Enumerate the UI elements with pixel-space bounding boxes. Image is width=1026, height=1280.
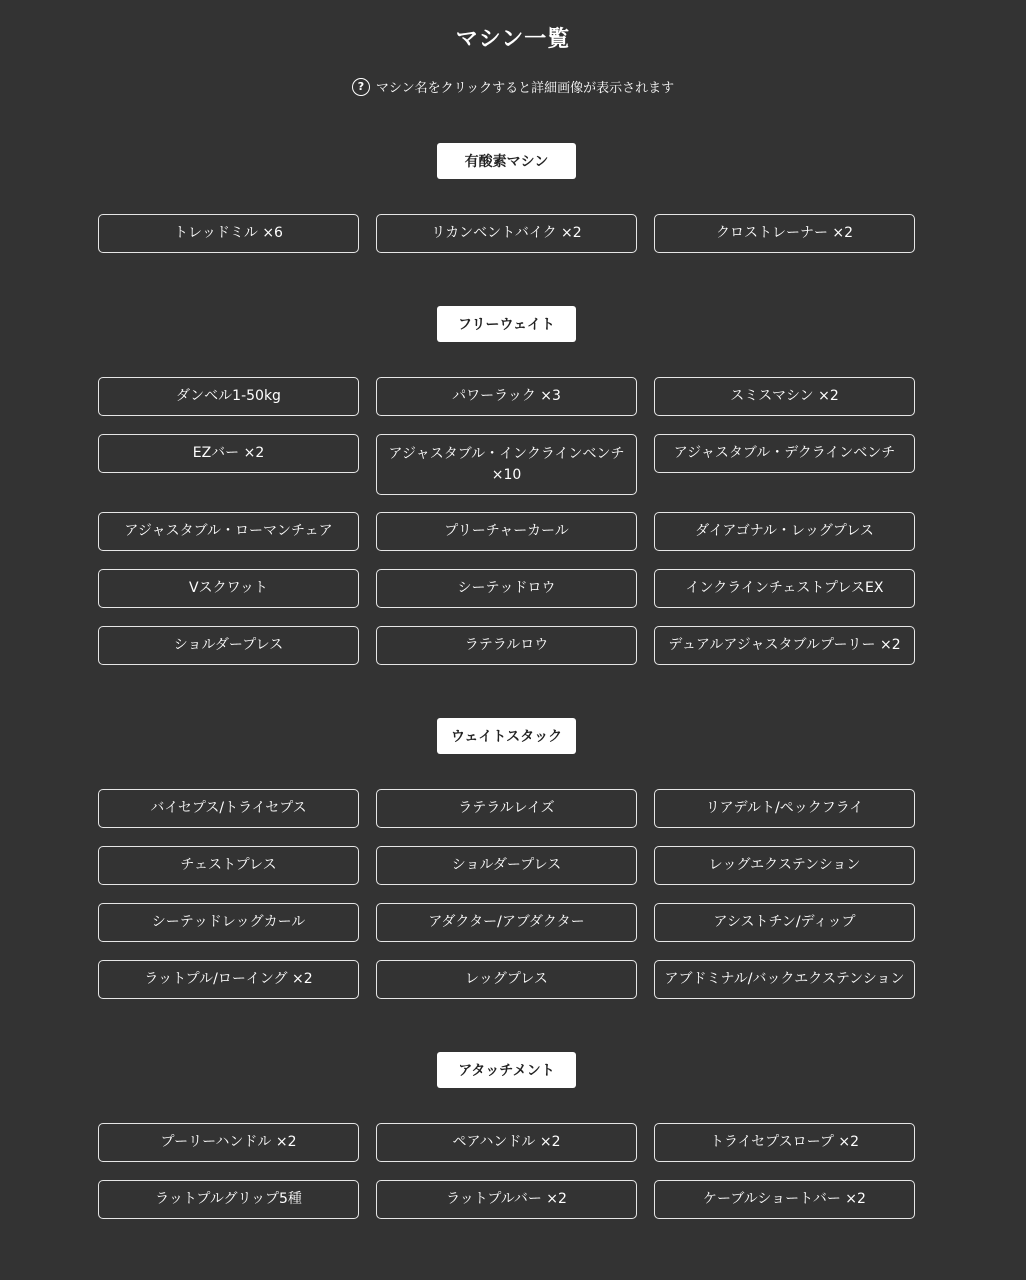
machine-button[interactable]: アブドミナル/バックエクステンション	[654, 960, 915, 999]
machine-button[interactable]: トレッドミル ×6	[98, 214, 359, 253]
machine-button[interactable]: シーテッドレッグカール	[98, 903, 359, 942]
machine-button[interactable]: クロストレーナー ×2	[654, 214, 915, 253]
section-label-attachment: アタッチメント	[437, 1052, 576, 1088]
machine-button[interactable]: レッグエクステンション	[654, 846, 915, 885]
machine-button[interactable]: スミスマシン ×2	[654, 377, 915, 416]
machine-button[interactable]: トライセプスロープ ×2	[654, 1123, 915, 1162]
section-label-cardio: 有酸素マシン	[437, 143, 576, 179]
machine-button[interactable]: レッグプレス	[376, 960, 637, 999]
machine-button[interactable]: バイセプス/トライセプス	[98, 789, 359, 828]
machine-button[interactable]: パワーラック ×3	[376, 377, 637, 416]
machine-button[interactable]: ショルダープレス	[98, 626, 359, 665]
machine-button[interactable]: ペアハンドル ×2	[376, 1123, 637, 1162]
machine-button[interactable]: アシストチン/ディップ	[654, 903, 915, 942]
section-label-weight-stack: ウェイトスタック	[437, 718, 576, 754]
machine-button[interactable]: ケーブルショートバー ×2	[654, 1180, 915, 1219]
machine-button[interactable]: インクラインチェストプレスEX	[654, 569, 915, 608]
machine-button[interactable]: EZバー ×2	[98, 434, 359, 473]
machine-button[interactable]: アジャスタブル・ローマンチェア	[98, 512, 359, 551]
machine-button[interactable]: チェストプレス	[98, 846, 359, 885]
machine-button[interactable]: アダクター/アブダクター	[376, 903, 637, 942]
question-icon: ?	[352, 78, 370, 96]
machine-button[interactable]: アジャスタブル・デクラインベンチ	[654, 434, 915, 473]
machine-button[interactable]: ダンベル1-50kg	[98, 377, 359, 416]
hint	[0, 77, 1026, 96]
machine-button[interactable]: ラットプルグリップ5種	[98, 1180, 359, 1219]
machine-button[interactable]: ラットプルバー ×2	[376, 1180, 637, 1219]
machine-button[interactable]: リカンベントバイク ×2	[376, 214, 637, 253]
machine-button[interactable]: Vスクワット	[98, 569, 359, 608]
machine-button[interactable]: デュアルアジャスタブルプーリー ×2	[654, 626, 915, 665]
machine-button[interactable]: シーテッドロウ	[376, 569, 637, 608]
section-label-free-weight: フリーウェイト	[437, 306, 576, 342]
machine-button[interactable]: ショルダープレス	[376, 846, 637, 885]
machine-button[interactable]: ダイアゴナル・レッグプレス	[654, 512, 915, 551]
machine-button[interactable]: ラテラルロウ	[376, 626, 637, 665]
machine-button[interactable]: ラテラルレイズ	[376, 789, 637, 828]
page-title: マシン一覧	[455, 27, 571, 52]
machine-button[interactable]: プーリーハンドル ×2	[98, 1123, 359, 1162]
machine-button[interactable]: ラットプル/ローイング ×2	[98, 960, 359, 999]
machine-button[interactable]: プリーチャーカール	[376, 512, 637, 551]
hint-text: マシン名をクリックすると詳細画像が表示されます	[375, 81, 675, 96]
machine-button[interactable]: アジャスタブル・インクラインベンチ ×10	[376, 434, 637, 495]
machine-button[interactable]: リアデルト/ペックフライ	[654, 789, 915, 828]
